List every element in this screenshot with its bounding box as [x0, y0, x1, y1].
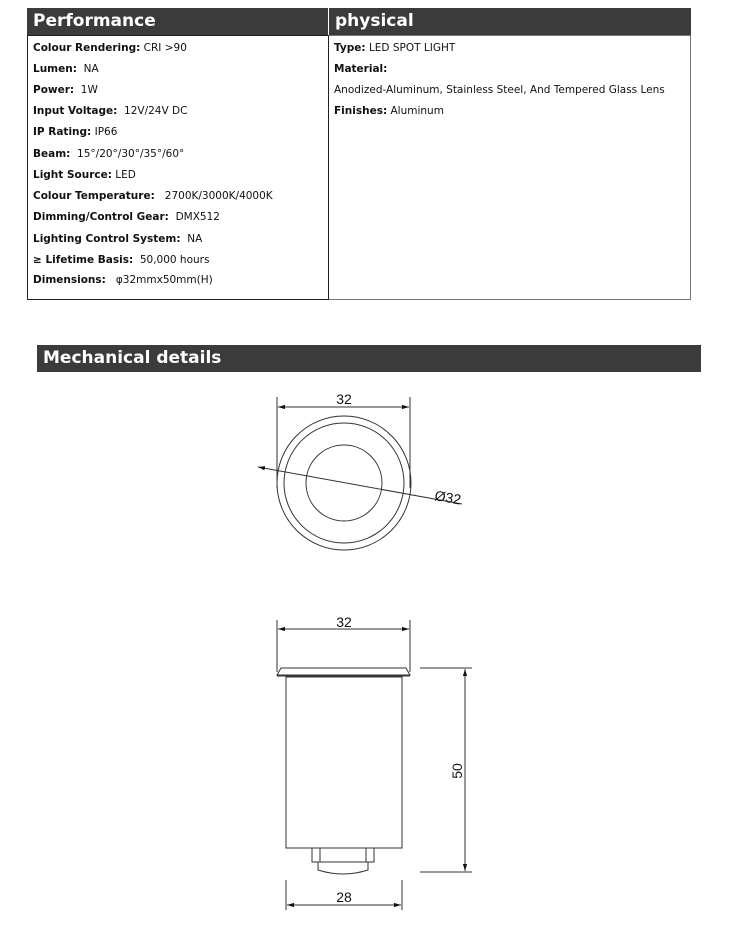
spec-row-beam: Beam: 15°/20°/30°/35°/60° [33, 148, 185, 160]
spec-row-colour-rendering: Colour Rendering: CRI >90 [33, 42, 187, 54]
mechanical-header: Mechanical details [37, 345, 701, 372]
spec-row-dimming: Dimming/Control Gear: DMX512 [33, 211, 220, 223]
diameter-leader-line [258, 467, 462, 504]
spec-row-dimensions: Dimensions: φ32mmx50mm(H) [33, 274, 213, 286]
top-diameter-label: Ø32 [433, 487, 463, 508]
side-view [277, 620, 472, 910]
spec-row-ip-rating: IP Rating: IP66 [33, 126, 118, 138]
connector-profile [312, 848, 374, 862]
body-profile [286, 677, 402, 848]
phys-row-material-label: Material: [334, 63, 388, 75]
spec-row-lifetime: ≥ Lifetime Basis: 50,000 hours [33, 254, 210, 266]
spec-row-input-voltage: Input Voltage: 12V/24V DC [33, 105, 188, 117]
physical-header: physical [329, 8, 691, 35]
cable-gland-profile [318, 862, 368, 874]
spec-row-lumen: Lumen: NA [33, 63, 99, 75]
top-view [258, 397, 462, 550]
phys-row-material-value: Anodized-Aluminum, Stainless Steel, And Tempered Glass Lens [334, 84, 665, 96]
phys-row-finishes: Finishes: Aluminum [334, 105, 444, 117]
top-width-label: 32 [336, 391, 352, 407]
spec-row-lighting-control: Lighting Control System: NA [33, 233, 203, 245]
spec-row-light-source: Light Source: LED [33, 169, 136, 181]
spec-row-colour-temperature: Colour Temperature: 2700K/3000K/4000K [33, 190, 273, 202]
side-base-label: 28 [336, 889, 352, 905]
side-height-label: 50 [449, 763, 465, 779]
spec-row-power: Power: 1W [33, 84, 98, 96]
flange-profile [277, 668, 410, 675]
performance-header: Performance [27, 8, 328, 35]
side-width-label: 32 [336, 614, 352, 630]
phys-row-type: Type: LED SPOT LIGHT [334, 42, 456, 54]
